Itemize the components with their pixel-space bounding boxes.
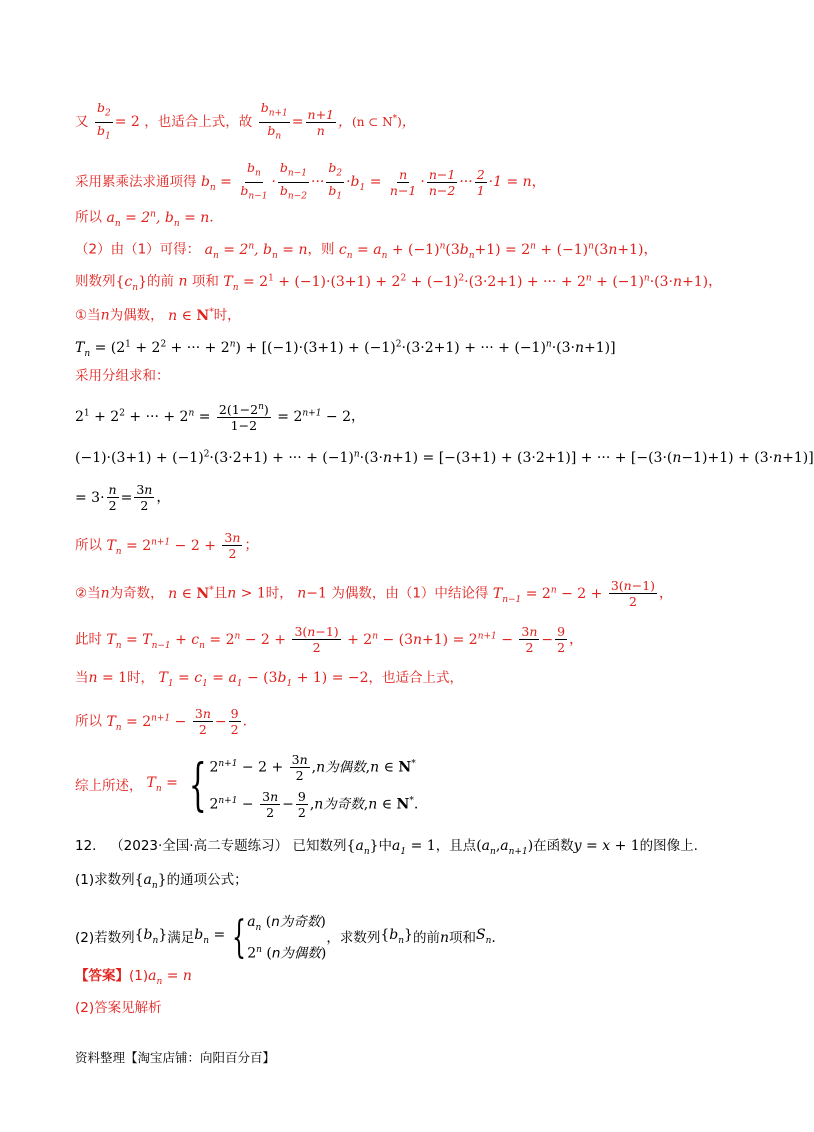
text: 时，: [213, 307, 241, 324]
text: 则数列: [75, 273, 116, 290]
answer-label: 【答案】: [75, 968, 129, 984]
question-12-part-2: (2)若数列 $\{b_n\}$ 满足 $b_n$ = { $a_n$ (n为奇数) 2$^n$ (n为偶数) ，求数列 $\{b_n\}$ 的前 n 项和 $S_n$ .: [75, 911, 496, 963]
line-cumulative: 采用累乘法求通项得 $b_n$ = $\frac{b_n}{b_{n-1}}$ · $\frac{b_{n-1}}{b_{n-2}}$ ··· $\frac{b_2}{b_1}$ $\cdot b_1$ = $\frac{n}{n-1}$ · $\frac{n-1}{n-2}$ ··· $\frac{2}{1}$ ·1 = n，: [75, 160, 546, 201]
text: 为偶数: [325, 759, 366, 776]
answer-line-2: [75, 998, 162, 1018]
text: 项和: [449, 929, 476, 946]
text: 项和: [191, 273, 219, 290]
text: 已知数列: [292, 838, 347, 854]
text: 的前: [146, 273, 174, 290]
text: 为偶数，由（1）中结论得: [331, 585, 489, 602]
text: 综上所述，: [75, 778, 143, 794]
text: 采用累乘法求通项得: [75, 174, 197, 190]
text: n为奇数: [271, 914, 321, 930]
text: ，也适合上式，: [368, 670, 464, 686]
text: 为奇数: [323, 796, 364, 813]
line-so-an-bn: 所以 $a_n = 2^n$, $b_n = n$.: [75, 209, 214, 229]
text: 满足: [167, 929, 195, 946]
text: ，则: [307, 241, 335, 258]
text: 在函数: [533, 838, 574, 854]
line-tn-def: 则数列$\{c_n\}$的前 n 项和 $T_n = 2^1 + (-1)\cdot(3+1) + 2^2 + (-1)^2\cdot(3\cdot 2+1)$ + ··· + $2^n + (-1)^n\cdot(3\cdot n+1)$，: [75, 273, 723, 293]
text: ①当: [75, 307, 101, 324]
text: 此时: [75, 631, 102, 648]
text: 所以: [75, 713, 102, 730]
question-12-stem: 12． （2023·全国·高二专题练习） 已知数列$\{a_n\}$中$a_1 = 1$，且点$(a_n,a_{n+1})$在函数y = x + 1的图像上.: [75, 838, 698, 857]
text: ，也适合上式，故: [144, 114, 253, 130]
text: 的通项公式；: [166, 872, 248, 888]
text: 的前: [412, 929, 440, 946]
text: （2）由（1）可得：: [75, 241, 201, 258]
text: 当: [75, 670, 89, 686]
text: (1)求数列: [75, 872, 135, 888]
text: 且: [213, 585, 228, 602]
text: ②当: [75, 585, 101, 602]
line-result-3n2: = 3· $\frac{n}{2}$ = $\frac{3n}{2}$ ，: [75, 482, 171, 513]
question-12-part-1: (1)求数列$\{a_n\}$的通项公式；: [75, 872, 248, 891]
line-case-odd: ②当n为奇数， n ∈ N*且n > 1时， n−1 为偶数，由（1）中结论得 $T_{n-1} = 2^n - 2$ + $\frac{3(n-1)}{2}$ ，: [75, 578, 674, 609]
line-alternating: $(-1)\cdot(3+1) + (-1)^2\cdot(3\cdot 2+1)$ + ··· + $(-1)^n\cdot(3\cdot n+1) = [-(3+1) + (3\cdot 2+1)]$ + ··· + [−(3·(n−1)+1) + (3·n+1)]: [75, 449, 814, 466]
text: (2)答案见解析: [75, 1000, 162, 1016]
line-so-tn-odd: 所以 $T_n = 2^{n+1}$ − $\frac{3n}{2}$ − $\frac{9}{2}$ .: [75, 706, 248, 737]
text: (2)若数列: [75, 929, 135, 946]
text: 时，: [127, 670, 155, 686]
line-tn-grouped: $T_n = (2^1 + 2^2$ + ··· + $2^n) + [(-1)\cdot(3+1) + (-1)^2\cdot(3\cdot 2+1)$ + ··· + $(-1)^n\cdot(3\cdot n+1)$]: [75, 339, 616, 359]
text: 采用分组求和：: [75, 368, 170, 384]
text: n为偶数: [271, 945, 321, 962]
text: ，且点: [435, 838, 477, 854]
line-geometric: $2^1 + 2^2$ + ··· + $2^n$ = $\frac{2(1-2^n)}{1-2}$ = $2^{n+1} - 2$，: [75, 402, 365, 434]
line-now: 此时 $T_n = T_{n-1} + c_n = 2^n - 2$ + $\frac{3(n-1)}{2}$ + $2^n - (3n+1) = 2^{n+1}$ − $\frac{3n}{2}$ − $\frac{9}{2}$ ，: [75, 624, 584, 655]
question-number: 12．: [75, 838, 106, 854]
text: 中: [378, 838, 393, 854]
line-part2: （2）由（1）可得： $a_n = 2^n$, $b_n = n$，则 $c_n = a_n + (-1)^n(3b_n+1) = 2^n + (-1)^n(3n+1)$，: [75, 241, 658, 261]
line-ratio-check: 又 $\frac{b_2}{b_1}$ = 2 ，也适合上式，故 $\frac{b_{n+1}}{b_n}$ = $\frac{n+1}{n}$ ，(n ⊂ N*)，: [75, 100, 416, 141]
line-so-tn-even: 所以 $T_n = 2^{n+1} - 2$ + $\frac{3n}{2}$ ；: [75, 530, 259, 561]
line-group-sum: [75, 366, 170, 386]
text: 为偶数，: [109, 307, 164, 324]
question-source: （2023·全国·高二专题练习）: [110, 838, 289, 854]
text: 所以: [75, 537, 102, 554]
text: 为奇数，: [109, 585, 164, 602]
answer-line-1: 【答案】$(1)a_n = n$: [75, 968, 192, 987]
text: 又: [75, 114, 89, 130]
text: 所以: [75, 209, 102, 226]
text: ，求数列: [326, 929, 381, 946]
line-summary: 综上所述， $T_n$ = { $2^{n+1} - 2$ + $\frac{3n}{2}$ ,n为偶数,n ∈ N* $2^{n+1}$ − $\frac{3n}{2}$ − $\frac{9}{2}$ ,n为奇数,n ∈ N*.: [75, 752, 419, 820]
line-case-even: ①当n为偶数， n ∈ N*时，: [75, 307, 241, 324]
text: (1): [129, 968, 149, 984]
text: 时，: [265, 585, 293, 602]
footer: 资料整理【淘宝店铺：向阳百分百】: [75, 1050, 276, 1065]
line-n-equals-1: 当n = 1时， $T_1 = c_1 = a_1 - (3b_1 + 1) = -2$，也适合上式，: [75, 670, 464, 689]
text: 的图像上.: [639, 838, 698, 854]
